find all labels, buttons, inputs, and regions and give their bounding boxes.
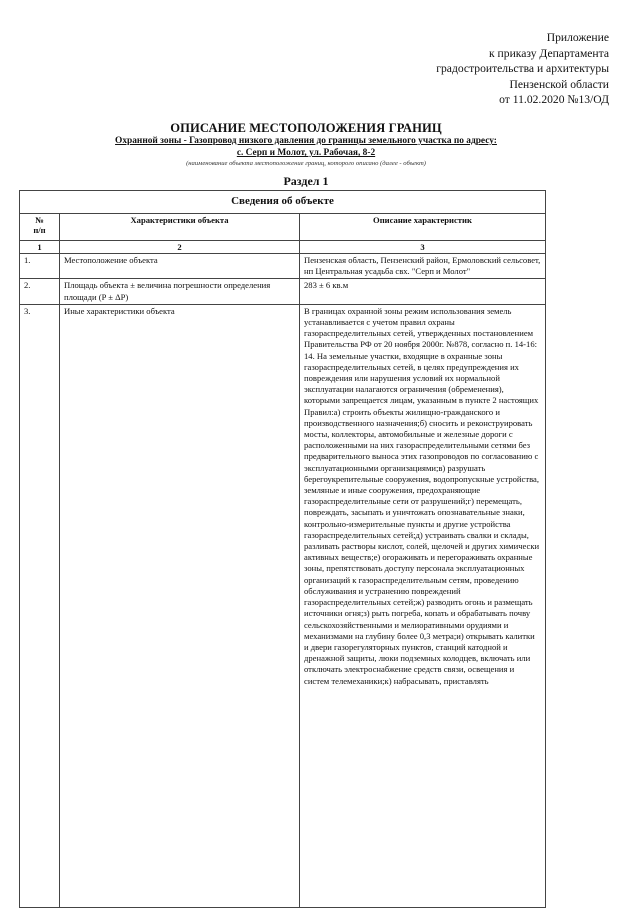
row-characteristic-text: Площадь объекта ± величина погрешности определения площади (P ± ΔP): [64, 280, 271, 302]
row-number: 1.: [20, 254, 60, 279]
row-description-cell: [300, 304, 546, 907]
row-description: Пензенская область, Пензенский район, Ермоловский сельсовет, нп Центральная усадьба свх. "Серп и Молот": [300, 254, 546, 279]
appendix-line: Приложение: [546, 31, 609, 44]
row-characteristic: Иные характеристики объекта: [60, 304, 300, 907]
header-num: № п/п: [20, 214, 60, 241]
document-title: ОПИСАНИЕ МЕСТОПОЛОЖЕНИЯ ГРАНИЦ: [170, 121, 442, 135]
header-characteristic: Характеристики объекта: [60, 214, 300, 241]
table-row: [20, 254, 546, 279]
appendix-line: от 11.02.2020 №13/ОД: [499, 93, 609, 107]
column-number: 1: [20, 241, 60, 254]
appendix-line: градостроительства и архитектуры: [436, 62, 609, 76]
row-description: В границах охранной зоны режим использования земель устанавливается с учетом правил охраны газораспределительных сетей, утвержденных постановлением Правительства РФ от 20 ноября 2000г. №878, согласно п. 14-16: 14. На земельные участки, входящие в охранные зоны газораспределительных сетей, в целях предупреждения их повреждения или нарушения условий их нормальной эксплуатации налагаются ограничения (обременения), которыми запрещается лицам, указанным в пункте 2 настоящих Правил:а) строить объекты жилищно-гражданского и производственного назначения;б) сносить и реконструировать мосты, коллекторы, автомобильные и железные дороги с расположенными на них газораспределительными сетями без предварительного выноса этих газопроводов по согласованию с эксплуатационными организациями;в) разрушать берегоукрепительные сооружения, водопропускные устройства, земляные и иные сооружения, предохраняющие газораспределительные сети от разрушений;г) перемещать, повреждать, засыпать и уничтожать опознавательные знаки, контрольно-измерительные пункты и другие устройства газораспределительных сетей;д) устраивать свалки и склады, разливать растворы кислот, солей, щелочей и других химически активных веществ;е) огораживать и перегораживать охранные зоны, препятствовать доступу персонала эксплуатационных организаций к газораспределительным сетям, проведению обслуживания и устранению повреждений газораспределительных сетей;ж) разводить огонь и размещать источники огня;з) рыть погреба, копать и обрабатывать почву сельскохозяйственными и мелиоративными орудиями и механизмами на глубину более 0,3 метра;и) открывать калитки и двери газорегуляторных пунктов, станций катодной и дренажной защиты, люки подземных колодцев, включать или отключать электроснабжение средств связи, освещения и систем телемеханики;к) набрасывать, приставлять: [304, 305, 540, 686]
subject-note: (наименование объекта местоположение границ, которого описано (далее - объект): [186, 160, 426, 167]
row-number: 2.: [20, 279, 60, 304]
header-description: Описание характеристик: [300, 214, 546, 241]
appendix-block: [309, 30, 609, 108]
subject-line: Охранной зоны - Газопровод низкого давления до границы земельного участка по адресу:: [115, 136, 497, 146]
table-row: [20, 304, 546, 907]
column-number: 2: [60, 241, 300, 254]
appendix-line: к приказу Департамента: [489, 46, 609, 60]
row-characteristic: [60, 279, 300, 304]
table-caption: Сведения об объекте: [20, 191, 546, 214]
appendix-line: Пензенской области: [509, 77, 609, 91]
subject-address: с. Серп и Молот, ул. Рабочая, 8-2: [236, 148, 376, 158]
object-info-table: [19, 190, 546, 908]
section-title: Раздел 1: [283, 174, 329, 188]
row-description: 283 ± 6 кв.м: [300, 279, 546, 304]
object-subject: [0, 135, 612, 159]
column-number: 3: [300, 241, 546, 254]
table-row: [20, 279, 546, 304]
row-number: 3.: [20, 304, 60, 907]
row-characteristic: Местоположение объекта: [60, 254, 300, 279]
